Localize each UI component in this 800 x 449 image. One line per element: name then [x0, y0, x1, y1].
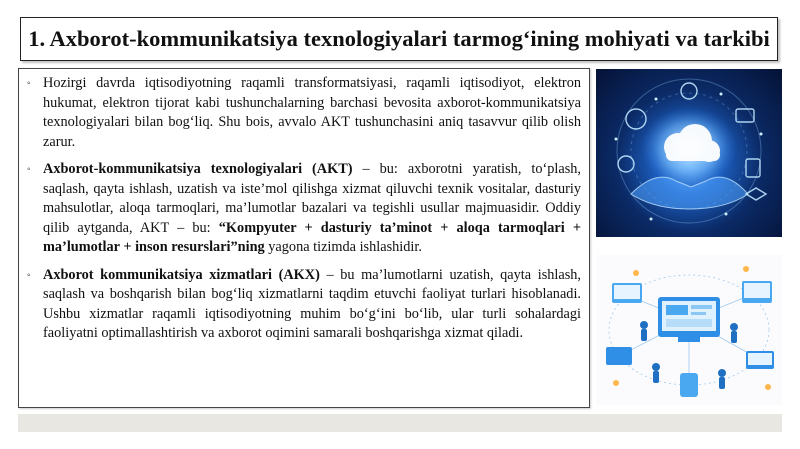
- bullet-item-3: [25, 266, 581, 344]
- item-2-text: – bu: axborotni yaratish, to‘plash, saqlash, qayta ishlash, uzatish va iste’mol qilishga xizmat qiluvchi texnik vositalar, dasturiy mahsulotlar, aloqa tarmoqlari, ma’lumotlar bazalari va tegishli usullar majmuasidir. Oddiy qilib aytganda, AKT – bu:: [43, 161, 581, 236]
- slide-footer-band: [18, 414, 782, 432]
- item-2-formula: “Kompyuter + dasturiy ta’minot + aloqa tarmoqlari + ma’lumotlar + inson resurslari”ning: [43, 219, 582, 255]
- ict-devices-network-image: [596, 255, 782, 405]
- bullet-icon: ◦: [27, 269, 31, 281]
- bullet-item-1: [25, 74, 581, 152]
- item-2-term: Axborot-kommunikatsiya texnologiyalari (AKT): [43, 161, 353, 177]
- hands-cloud-illustration: [596, 69, 782, 237]
- content-box: [18, 68, 590, 408]
- item-1-text: Hozirgi davrda iqtisodiyotning raqamli transformatsiyasi, raqamli iqtisodiyot, elektron hukumat, elektron tijorat kabi tushunchalarning barchasi bevosita axborot-kommunikatsiya texnologiyalari bilan bog‘liq. Shu bois, avvalo AKT tushunchasini aniq tasavvur qilib olish zarur.: [43, 75, 581, 150]
- item-3-term: Axborot kommunikatsiya xizmatlari (AKX): [43, 266, 320, 283]
- bullet-icon: ◦: [27, 164, 31, 175]
- slide-title-box: [20, 17, 778, 61]
- slide-title: 1. Axborot-kommunikatsiya texnologiyalari tarmog‘ining mohiyati va tarkibi: [28, 26, 770, 51]
- ict-hands-cloud-image: [596, 69, 782, 237]
- bullet-item-2: [25, 160, 581, 258]
- item-2-text-end: yagona tizimda ishlashidir.: [264, 239, 422, 255]
- item-3-text: – bu ma’lumotlarni uzatish, qayta ishlash, saqlash va boshqarish bilan bog‘liq xizmatlarni taqdim etuvchi faoliyat turlari hisoblanadi. Ushbu xizmatlar raqamli iqtisodiyotning muhim bo‘g‘ini bo‘lib, ular turli sohalardagi faoliyatni optimallashtirish va axborot oqimini samarali boshqarishga xizmat qiladi.: [43, 266, 582, 341]
- bullet-icon: ◦: [27, 78, 31, 89]
- devices-network-illustration: [596, 255, 782, 405]
